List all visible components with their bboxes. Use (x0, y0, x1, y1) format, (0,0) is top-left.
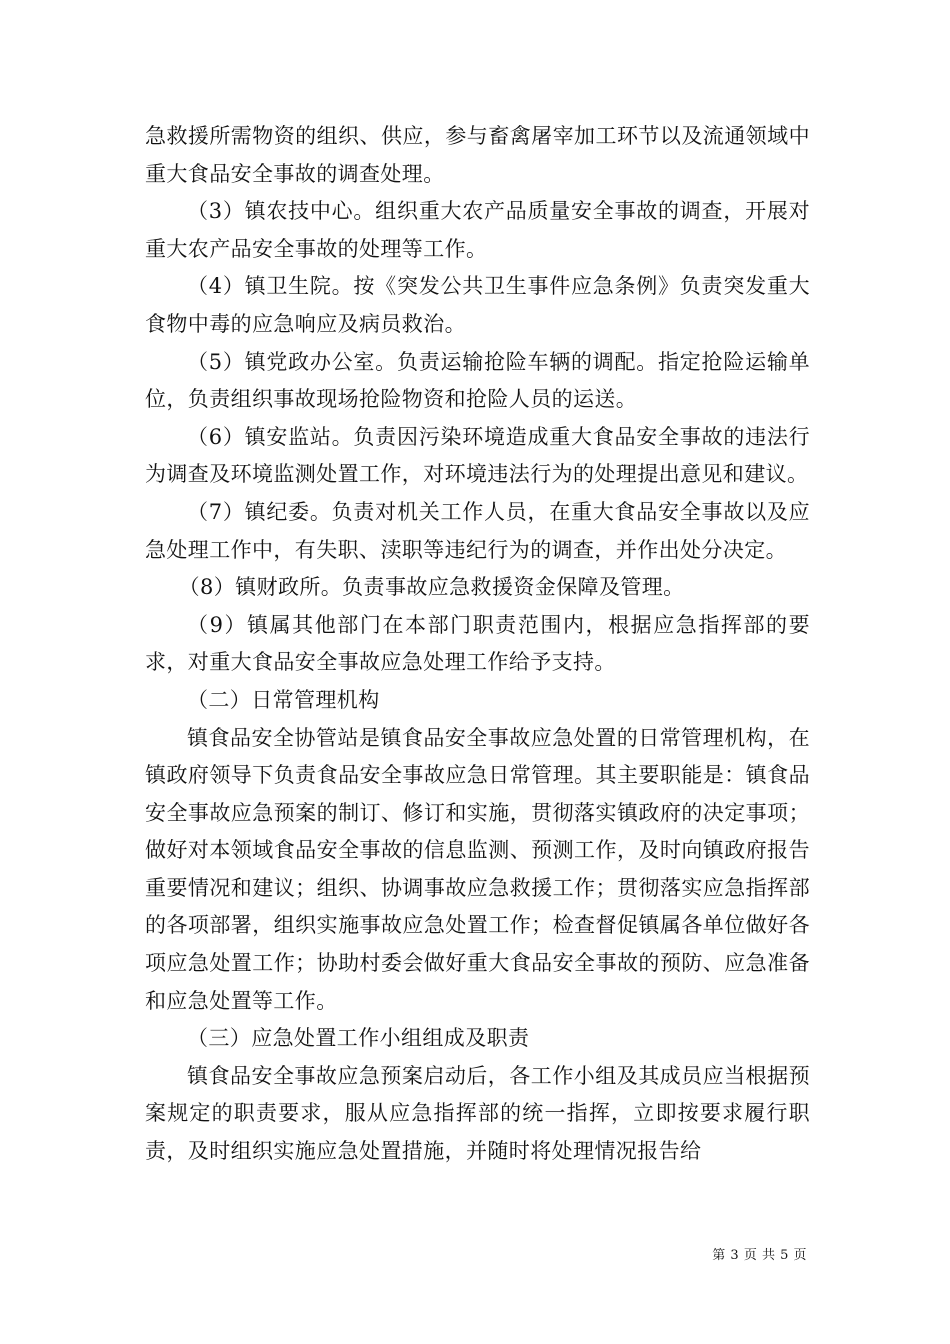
page-number-footer: 第 3 页 共 5 页 (712, 1248, 807, 1263)
section-heading-working-groups: （三）应急处置工作小组组成及职责 (187, 1026, 530, 1051)
paragraph-item-7: （7）镇纪委。负责对机关工作人员，在重大食品安全事故以及应急处理工作中，有失职、渎职等违纪行为的调查，并作出处分决定。 (145, 499, 810, 562)
document-body (145, 118, 810, 1171)
paragraph-item-3: （3）镇农技中心。组织重大农产品质量安全事故的调查，开展对重大农产品安全事故的处理等工作。 (145, 199, 810, 261)
paragraph-item-5: （5）镇党政办公室。负责运输抢险车辆的调配。指定抢险运输单位，负责组织事故现场抢险物资和抢险人员的运送。 (145, 349, 810, 412)
paragraph-item-6: （6）镇安监站。负责因污染环境造成重大食品安全事故的违法行为调查及环境监测处置工作，对环境违法行为的处理提出意见和建议。 (145, 424, 810, 487)
paragraph-daily-management: 镇食品安全协管站是镇食品安全事故应急处置的日常管理机构，在镇政府领导下负责食品安全事故应急日常管理。其主要职能是：镇食品安全事故应急预案的制订、修订和实施，贯彻落实镇政府的决定事项；做好对本领域食品安全事故的信息监测、预测工作，及时向镇政府报告重要情况和建议；组织、协调事故应急救援工作；贯彻落实应急指挥部的各项部署，组织实施事故应急处置工作；检查督促镇属各单位做好各项应急处置工作；协助村委会做好重大食品安全事故的预防、应急准备和应急处置等工作。 (145, 725, 810, 1013)
paragraph-item-8: （8）镇财政所。负责事故应急救援资金保障及管理。 (178, 575, 685, 600)
paragraph-item-4: （4）镇卫生院。按《突发公共卫生事件应急条例》负责突发重大食物中毒的应急响应及病员救治。 (145, 274, 810, 336)
paragraph-continuation: 急救援所需物资的组织、供应，参与畜禽屠宰加工环节以及流通领域中重大食品安全事故的调查处理。 (145, 124, 810, 186)
paragraph-working-groups: 镇食品安全事故应急预案启动后，各工作小组及其成员应当根据预案规定的职责要求，服从应急指挥部的统一指挥，立即按要求履行职责，及时组织实施应急处置措施，并随时将处理情况报告给 (145, 1063, 810, 1164)
paragraph-item-9: （9）镇属其他部门在本部门职责范围内，根据应急指挥部的要求，对重大食品安全事故应急处理工作给予支持。 (145, 612, 810, 675)
section-heading-daily-management: （二）日常管理机构 (187, 687, 380, 712)
